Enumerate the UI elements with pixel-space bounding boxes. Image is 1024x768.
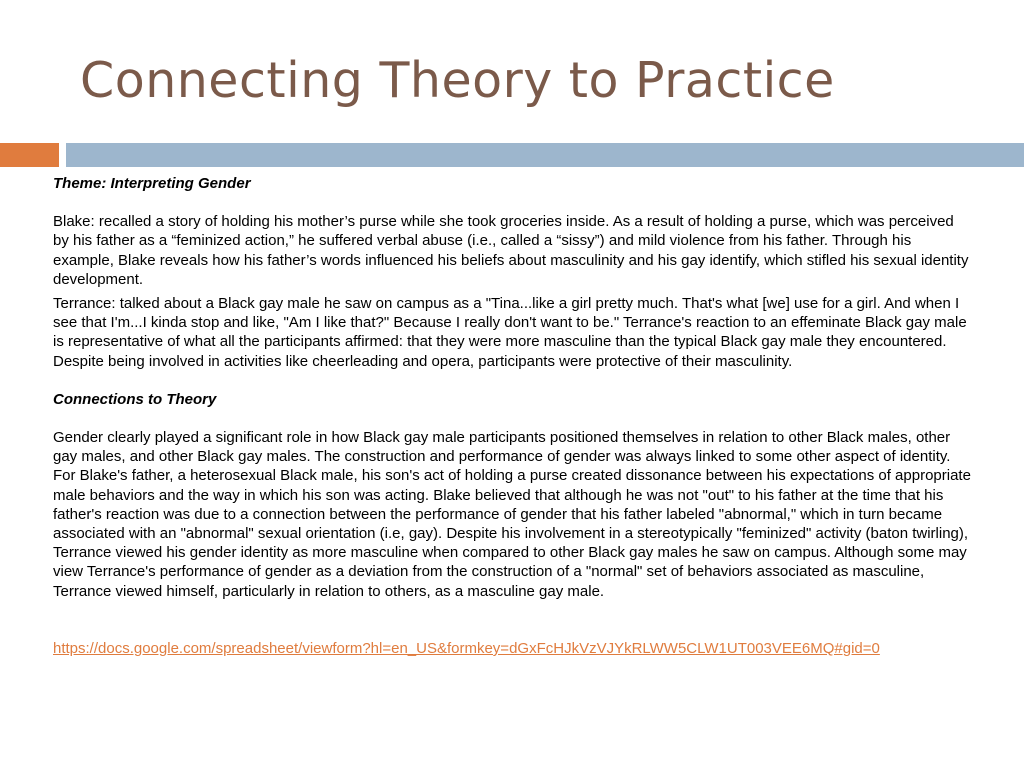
spacer: [53, 601, 973, 620]
accent-bar-blue: [66, 143, 1024, 167]
survey-link[interactable]: https://docs.google.com/spreadsheet/viewform?hl=en_US&formkey=dGxFcHJkVzVJYkRLWW5CLW1UT003VEE6MQ#gid=0: [53, 639, 880, 657]
paragraph-blake: Blake: recalled a story of holding his mother’s purse while she took groceries inside. As a result of holding a purse, which was perceived by his father as a “feminized action,” he suffered verbal abuse (i.e., called a “sissy”) and mild violence from his father. Through his example, Blake reveals how his father’s words influenced his beliefs about masculinity and his gay identify, which stifled his sexual identity development.: [53, 213, 969, 288]
theory-heading: Connections to Theory: [53, 390, 217, 408]
theme-heading: Theme: Interpreting Gender: [53, 175, 251, 192]
slide-title: Connecting Theory to Practice: [80, 52, 835, 109]
accent-bar-orange: [0, 143, 59, 167]
paragraph-terrance: Terrance: talked about a Black gay male he saw on campus as a "Tina...like a girl pretty much. That's what [we] use for a girl. And when I see that I'm...I kinda stop and like, "Am I like that?" Because I really don't want to be." Terrance's reaction to an effeminate Black gay male is representative of what all the participants affirmed: that they were more masculine than the typical Black gay male they encountered. Despite being involved in activities like cheerleading and opera, participants were protective of their masculinity.: [53, 295, 967, 370]
spacer: [53, 409, 973, 428]
spacer: [53, 371, 973, 390]
spacer: [53, 620, 973, 639]
paragraph-theory: Gender clearly played a significant role in how Black gay male participants positioned themselves in relation to other Black males, other gay males, and other Black gay males. The construction and performance of gender was always linked to some other aspect of identity. For Blake's father, a heterosexual Black male, his son's act of holding a purse created dissonance between his expectations of appropriate male behaviors and the way in which his son was acting. Blake believed that although he was not "out" to his father at the time that his father's reaction was due to a connection between the performance of gender that his father labeled "abnormal," which in turn became associated with an "abnormal" sexual orientation (i.e, gay). Despite his involvement in a stereotypically "feminized" activity (baton twirling), Terrance viewed his gender identity as more masculine when compared to other Black gay males he saw on campus. Although some may view Terrance's performance of gender as a deviation from the construction of a "normal" set of behaviors associated as masculine, Terrance viewed himself, particularly in relation to others, as a masculine gay male.: [53, 429, 971, 600]
spacer: [53, 193, 973, 212]
slide-body: [53, 174, 973, 658]
